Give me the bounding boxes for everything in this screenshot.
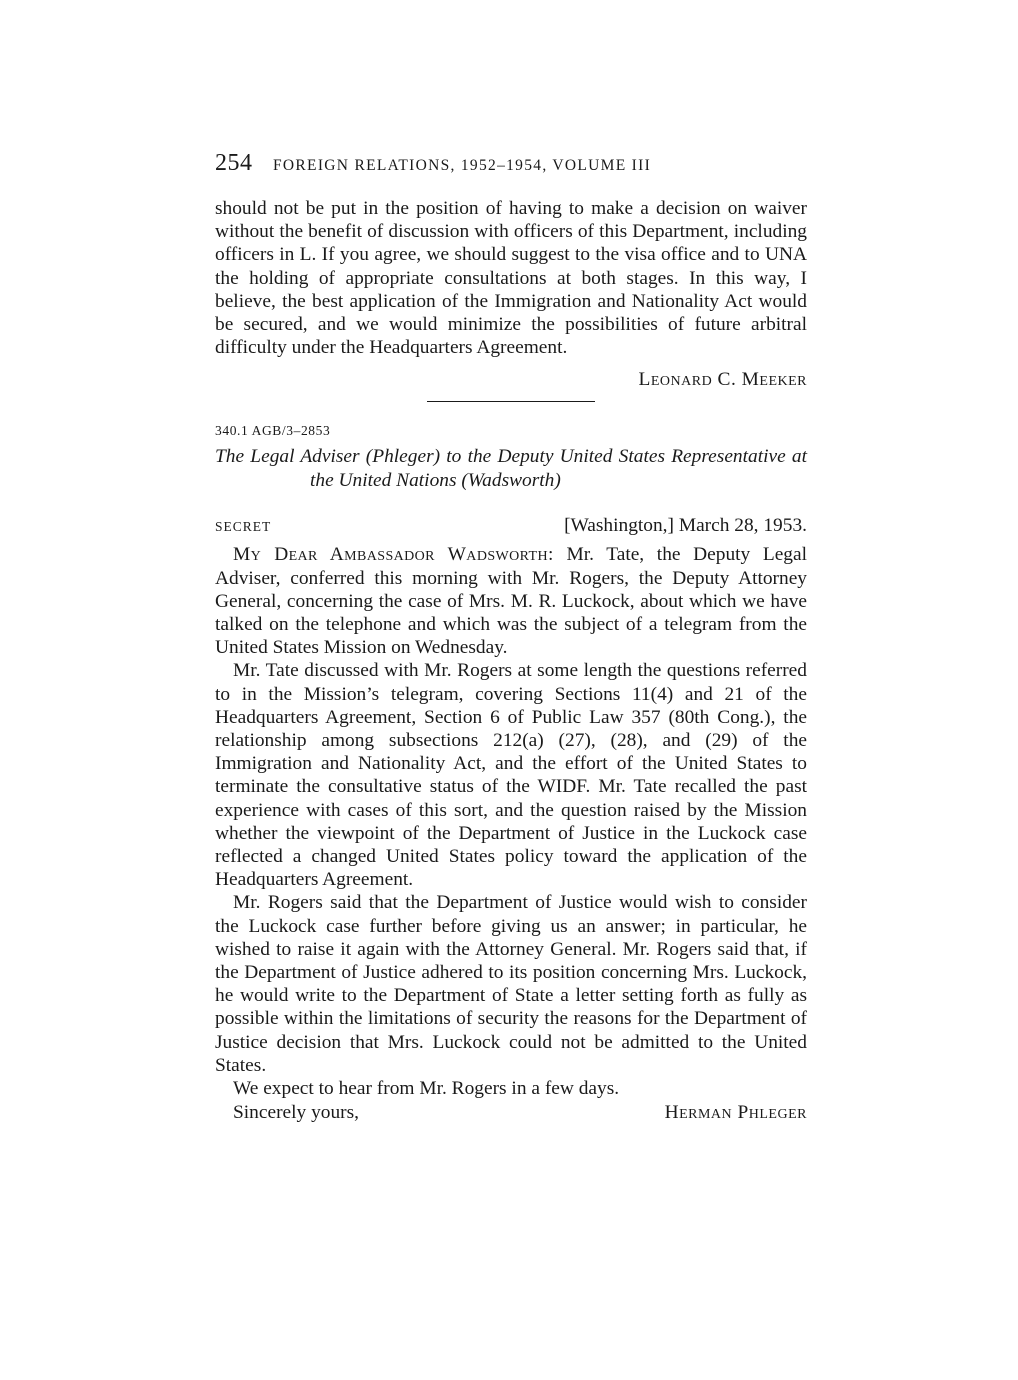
dateline-row (215, 515, 807, 537)
section-divider (427, 401, 595, 402)
previous-document-closing-paragraph: should not be put in the position of having to make a decision on waiver without the benefit of discussion with officers of this Department, including officers in L. If you agree, we should suggest to the visa office and to UNA the holding of appropriate consultations at both stages. In this way, I believe, the best application of the Immigration and Nationality Act would be secured, and we would minimize the possibilities of future arbitral difficulty under the Headquarters Agreement. (215, 198, 807, 359)
classification-label: SECRET (215, 519, 272, 535)
document-page (215, 150, 807, 1124)
letter-paragraph-1 (215, 543, 807, 659)
previous-document-signature: Leonard C. Meeker (638, 369, 807, 391)
file-number: 340.1 AGB/3–2853 (215, 423, 331, 439)
page-number: 254 (215, 150, 253, 176)
closing-row (215, 1101, 807, 1124)
signer-name: Herman Phleger (664, 1102, 807, 1124)
salutation: My Dear Ambassador Wadsworth: (233, 544, 554, 566)
running-head (215, 150, 807, 177)
letter-paragraph-2: Mr. Tate discussed with Mr. Rogers at some length the questions referred to in the Mission’s telegram, covering Sections 11(4) and 21 of the Headquarters Agreement, Section 6 of Public Law 357 (80th Cong.), the relationship among subsections 212(a) (27), (28), and (29) of the Immigration and Nationality Act, and the effort of the United States to terminate the consultative status of the WIDF. Mr. Tate recalled the past experience with cases of this sort, and the question raised by the Mission whether the viewpoint of the Department of Justice in the Luckock case reflected a changed United States policy toward the application of the Headquarters Agreement. (215, 660, 807, 891)
running-title: FOREIGN RELATIONS, 1952–1954, VOLUME III (273, 157, 652, 174)
letter-paragraph-3: Mr. Rogers said that the Department of Justice would wish to consider the Luckock case further before giving us an answer; in particular, he wished to raise it again with the Attorney General. Mr. Rogers said that, if the Department of Justice adhered to its position concerning Mrs. Luckock, he would write to the Department of State a letter setting forth as fully as possible within the limitations of security the reasons for the Department of Justice decision that Mrs. Luckock could not be admitted to the United States. (215, 892, 807, 1076)
paragraph-text: Mr. Tate, the Deputy Legal Adviser, conferred this morning with Mr. Rogers, the Deputy Attorney General, concerning the case of Mrs. M. R. Luckock, about which we have talked on the telephone and which was the subject of a telegram from the United States Mission on Wednesday. (215, 544, 807, 659)
letter-paragraph-4: We expect to hear from Mr. Rogers in a few days. (233, 1078, 620, 1100)
complimentary-close: Sincerely yours, (233, 1102, 360, 1124)
document-heading: The Legal Adviser (Phleger) to the Deputy United States Representative at the United Nations (Wadsworth) (215, 446, 807, 491)
dateline: [Washington,] March 28, 1953. (564, 515, 807, 537)
